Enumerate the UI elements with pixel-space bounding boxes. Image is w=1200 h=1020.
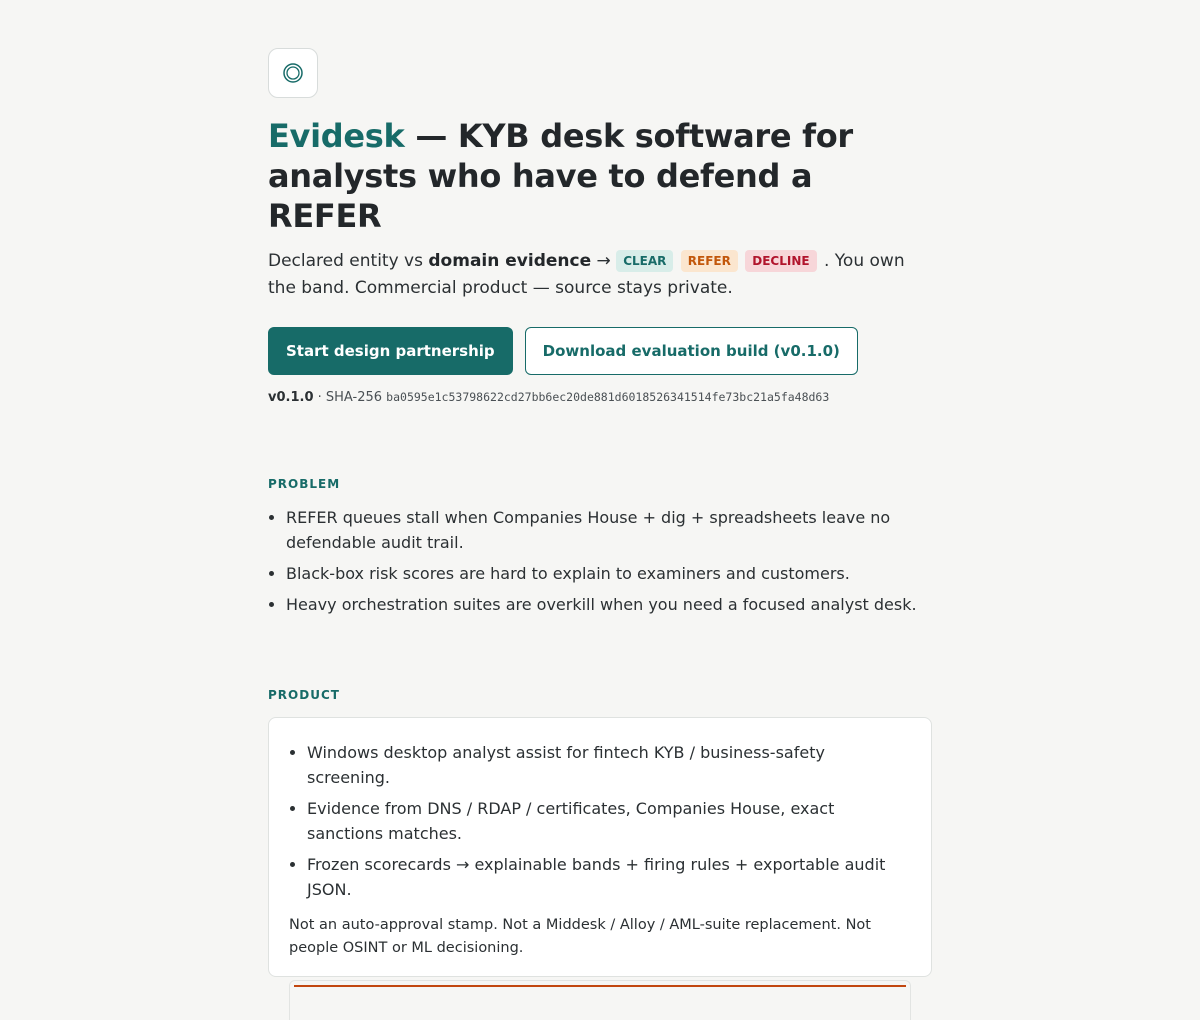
tagline — [268, 248, 932, 302]
lede-prefix: Declared entity vs — [268, 251, 429, 271]
product-disclaimer: Not an auto-approval stamp. Not a Middesk / Alloy / AML-suite replacement. Not people OSINT or ML decisioning. — [289, 917, 871, 956]
product-card — [268, 717, 932, 977]
download-evaluation-build-button[interactable]: Download evaluation build (v0.1.0) — [525, 327, 858, 375]
release-info — [268, 390, 932, 405]
band-badge-clear: CLEAR — [616, 250, 673, 272]
list-item: • Windows desktop analyst assist for fintech KYB / business-safety screening. — [307, 740, 911, 790]
list-item: • REFER queues stall when Companies House + dig + spreadsheets leave no defendable audit trail. — [286, 505, 932, 555]
list-item: • Frozen scorecards → explainable bands + firing rules + exportable audit JSON. — [307, 852, 911, 902]
logo — [268, 48, 318, 98]
page-title — [268, 116, 932, 236]
problem-list — [268, 505, 932, 617]
start-design-partnership-button[interactable]: Start design partnership — [268, 327, 513, 375]
band-badge-decline: DECLINE — [745, 250, 816, 272]
arrow-glyph: → — [591, 251, 617, 271]
product-preview-frame — [289, 980, 911, 1020]
preview-accent-bar — [294, 985, 906, 987]
title-text: — KYB desk software for analysts who have to defend a REFER — [268, 117, 853, 235]
product-heading: PRODUCT — [268, 688, 340, 702]
list-item: • Evidence from DNS / RDAP / certificates, Companies House, exact sanctions matches. — [307, 796, 911, 846]
band-badge-refer: REFER — [681, 250, 738, 272]
lede-suffix: . You own the band. Commercial product — source stays private. — [268, 251, 905, 298]
release-separator: · SHA-256 — [313, 390, 387, 405]
problem-heading: PROBLEM — [268, 477, 341, 491]
brand-name: Evidesk — [268, 117, 405, 155]
product-list — [289, 740, 911, 902]
landing-page — [268, 48, 932, 977]
lede-bold: domain evidence — [428, 251, 592, 271]
concentric-rings-icon — [282, 62, 304, 84]
hero-actions — [268, 327, 932, 375]
list-item: • Black-box risk scores are hard to explain to examiners and customers. — [286, 561, 932, 586]
sha256-hash: ba0595e1c53798622cd27bb6ec20de881d6018526341514fe73bc21a5fa48d63 — [386, 390, 830, 404]
release-version: v0.1.0 — [268, 390, 314, 405]
list-item: • Heavy orchestration suites are overkill when you need a focused analyst desk. — [286, 592, 932, 617]
